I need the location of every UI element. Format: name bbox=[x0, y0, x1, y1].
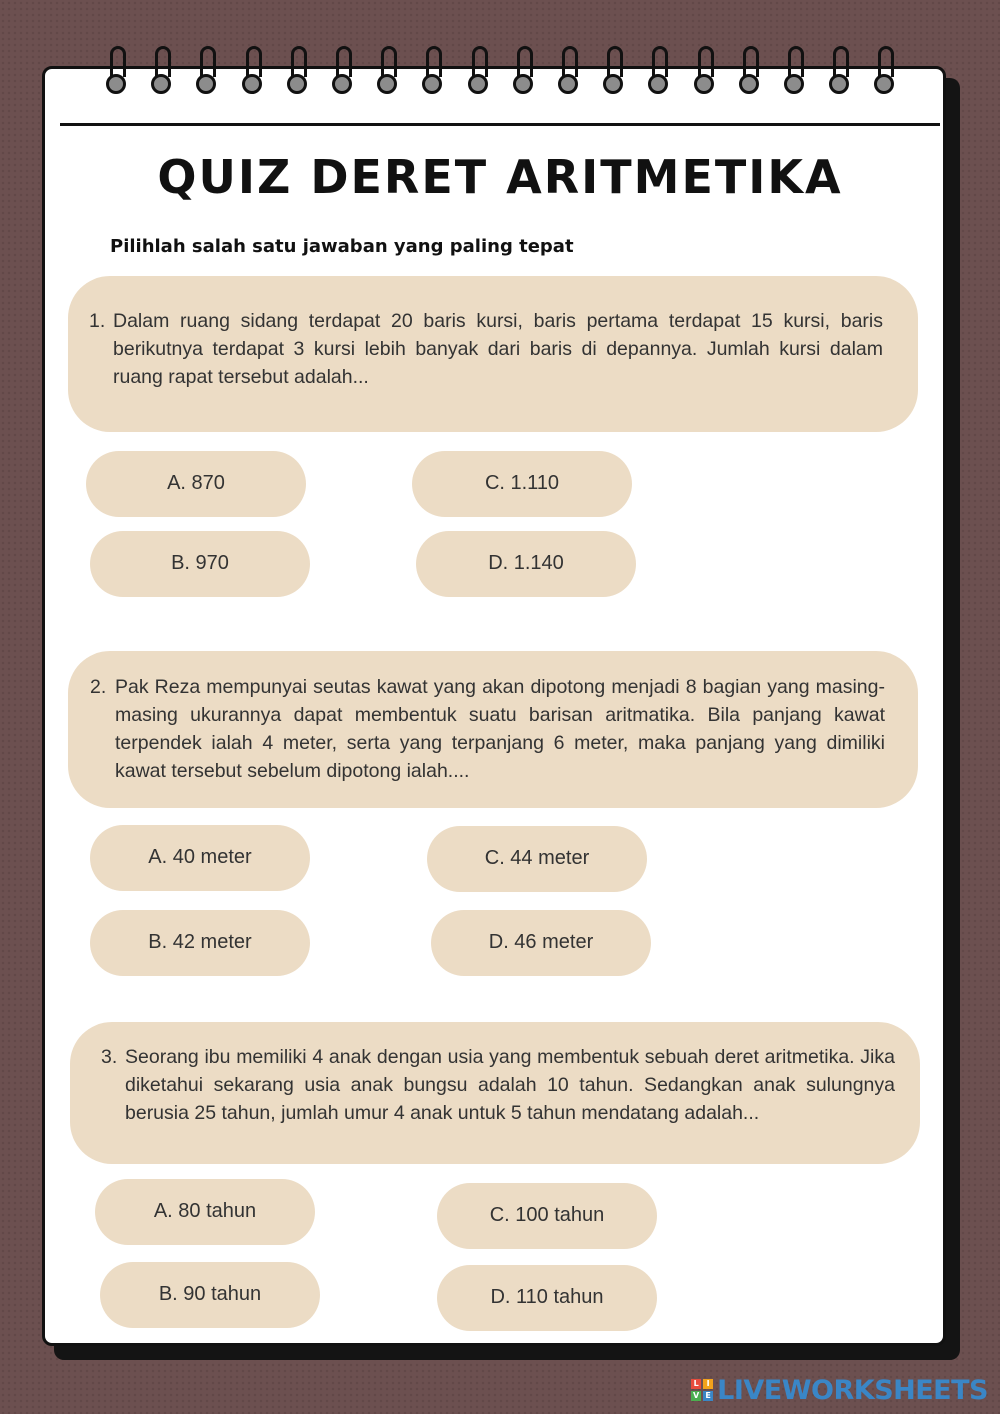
binder-ring-icon bbox=[782, 46, 806, 100]
option-label: C. 44 meter bbox=[484, 847, 590, 869]
option-button[interactable] bbox=[90, 825, 310, 891]
instruction-text: Pilihlah salah satu jawaban yang paling tepat bbox=[110, 236, 574, 257]
binder-ring-icon bbox=[466, 46, 490, 100]
logo-letter: L bbox=[691, 1379, 701, 1389]
question-text: Dalam ruang sidang terdapat 20 baris kursi, baris pertama terdapat 15 kursi, baris berikutnya terdapat 3 kursi lebih banyak dari baris di depannya. Jumlah kursi dalam ruang rapat tersebut adalah... bbox=[113, 310, 883, 388]
binder-ring-icon bbox=[556, 46, 580, 100]
question-text: Pak Reza mempunyai seutas kawat yang akan dipotong menjadi 8 bagian yang masing-masing ukurannya dapat membentuk suatu barisan aritmatika. Bila panjang kawat terpendek ialah 4 meter, serta yang terpanjang 6 meter, maka panjang yang dimiliki kawat tersebut sebelum dipotong ialah.... bbox=[115, 676, 885, 782]
option-label: B. 42 meter bbox=[148, 931, 252, 953]
option-button[interactable] bbox=[412, 451, 632, 517]
question-text: Seorang ibu memiliki 4 anak dengan usia yang membentuk sebuah deret aritmetika. Jika diketahui sekarang usia anak bungsu adalah 10 tahun. Sedangkan anak sulungnya berusia 25 tahun, jumlah umur 4 anak untuk 5 tahun mendatang adalah... bbox=[125, 1046, 895, 1124]
logo-letter: E bbox=[703, 1391, 713, 1401]
option-label: D. 1.140 bbox=[488, 552, 564, 574]
option-button[interactable] bbox=[100, 1262, 320, 1328]
option-button[interactable] bbox=[416, 531, 636, 597]
binder-ring-icon bbox=[692, 46, 716, 100]
question-number: 2. bbox=[90, 676, 107, 698]
binder-ring-icon bbox=[330, 46, 354, 100]
binder-ring-icon bbox=[827, 46, 851, 100]
binder-ring-icon bbox=[149, 46, 173, 100]
binder-ring-icon bbox=[104, 46, 128, 100]
binder-ring-icon bbox=[646, 46, 670, 100]
option-button[interactable] bbox=[437, 1183, 657, 1249]
option-label: C. 1.110 bbox=[484, 472, 560, 494]
quiz-title: QUIZ DERET ARITMETIKA bbox=[157, 150, 843, 204]
binder-ring-icon bbox=[375, 46, 399, 100]
option-button[interactable] bbox=[95, 1179, 315, 1245]
option-label: A. 80 tahun bbox=[153, 1200, 257, 1222]
binder-ring-icon bbox=[194, 46, 218, 100]
option-button[interactable] bbox=[86, 451, 306, 517]
binder-ring-icon bbox=[511, 46, 535, 100]
logo-mark-icon bbox=[691, 1379, 713, 1401]
logo-letter: I bbox=[703, 1379, 713, 1389]
option-label: B. 90 tahun bbox=[158, 1283, 262, 1305]
header-divider bbox=[60, 123, 940, 126]
option-label: C. 100 tahun bbox=[489, 1204, 605, 1226]
option-button[interactable] bbox=[90, 531, 310, 597]
liveworksheets-logo[interactable] bbox=[691, 1376, 988, 1404]
binder-ring-icon bbox=[285, 46, 309, 100]
binder-ring-icon bbox=[420, 46, 444, 100]
option-label: A. 870 bbox=[167, 472, 225, 494]
binder-ring-icon bbox=[601, 46, 625, 100]
logo-text: LIVEWORKSHEETS bbox=[717, 1374, 988, 1406]
option-button[interactable] bbox=[437, 1265, 657, 1331]
spiral-binding bbox=[0, 0, 1000, 110]
question-number: 1. bbox=[89, 310, 106, 332]
option-label: D. 46 meter bbox=[488, 931, 594, 953]
option-label: B. 970 bbox=[171, 552, 229, 574]
binder-ring-icon bbox=[240, 46, 264, 100]
binder-ring-icon bbox=[737, 46, 761, 100]
question-number: 3. bbox=[101, 1046, 118, 1068]
logo-letter: V bbox=[693, 1391, 700, 1400]
option-button[interactable] bbox=[431, 910, 651, 976]
option-button[interactable] bbox=[90, 910, 310, 976]
binder-ring-icon bbox=[872, 46, 896, 100]
option-label: A. 40 meter bbox=[148, 846, 252, 868]
option-button[interactable] bbox=[427, 826, 647, 892]
option-label: D. 110 tahun bbox=[490, 1286, 604, 1308]
